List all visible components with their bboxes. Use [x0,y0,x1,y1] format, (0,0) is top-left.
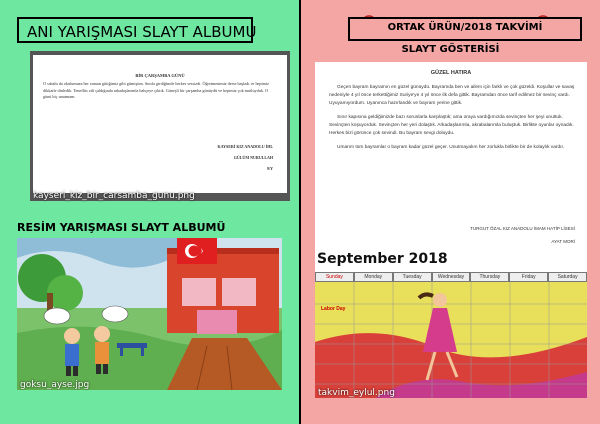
calendar-doc-title: GÜZEL HATIRA [430,70,472,76]
calendar-doc-body [329,84,577,152]
calendar-weekdays [315,272,587,282]
right-panel-title-box [348,17,582,41]
drawing-slideshow[interactable] [17,238,282,390]
weekday-label: Tuesday [393,272,432,282]
memoir-caption: kayseri_kiz_bir_carsamba_gunu.png [33,191,195,201]
calendar-slideshow[interactable] [315,62,587,398]
left-panel-subtitle: RESİM YARIŞMASI SLAYT ALBUMÜ [17,221,226,234]
memoir-body: O sabahı da okulumuza her zaman gittiğimiz gibi gitmiştim. Sınıfa girdiğimde herkes sessizdi. Öğretmenimiz derse başladı ve hepimiz dikkatle dinledik. Teneffüs zili çaldığında arkadaşlarımla bahçeye çıktık. Güneşli bir çarşamba günüydü ve hepimiz çok mutluyduk. O günü hiç unutmam. [43,81,269,99]
weekday-label: Thursday [470,272,509,282]
memoir-class: 9/Y [267,166,273,171]
drawing-caption: goksu_ayse.jpg [20,380,90,390]
children-drawing [17,238,282,390]
weekday-label: Monday [354,272,393,282]
right-panel [301,0,600,424]
weekday-label: Friday [509,272,548,282]
memoir-title: BİR ÇARŞAMBA GÜNÜ [135,73,185,78]
weekday-label: Wednesday [432,272,471,282]
weekday-label: Saturday [548,272,587,282]
calendar-caption: takvim_eylul.png [318,388,395,398]
doc-paragraph: Umarım tüm bayramlar o bayram kadar güzel geçer. Unutmayalım her zorlukla birlikte bir de kolaylık vardır. [337,145,565,150]
memoir-slideshow[interactable] [30,51,290,201]
calendar-page [315,252,587,398]
doc-paragraph: Geçen bayram bayramın en güzel günüydü. Bayramda ben ve ailem için farklı ve çok güzeldi. Koşullar ve savaş nedeniyle 4 yıl önce terkettiğimiz Suriye'ye 4 yıl önce ilk defa gittik. Bayramdan önce tarif edilmez bir sevinç vardı. Uyuyamıyordum. Uyanınca hazırlandık ve bayram yerine gittik. [329,85,575,106]
doc-paragraph: Sınır kapısına geldiğimizde bazı sorunlarla karşılaştık; ama oraya vardığımızda sevinçten her şeyi unuttuk. Sevinçten koşuyorduk. Sevinçten her yeri dolaştık. Arkadaşlarımla, akrabalarımla buluştuk. Birlikte oyunlar oynadık. Herkes bizi görünce çok sevindi. Bu bayram sevgi doluydu. [329,115,574,136]
doc-school: TURGUT ÖZAL KIZ ANADOLU İMAM HATİP LİSESİ [470,226,575,231]
weekday-label: Sunday [315,272,354,282]
memoir-document [33,55,287,193]
doc-author: AYAT MORİ [551,239,575,244]
left-panel-title: ANI YARIŞMASI SLAYT ALBUMU [17,17,253,43]
calendar-event: Labor Day [321,306,346,312]
right-panel-subtitle: SLAYT GÖSTERİSİ [401,44,500,55]
memoir-school: KAYSERİ KIZ ANADOLU İHL [217,144,273,149]
right-panel-title: ORTAK ÜRÜN/2018 TAKVİMİ [387,22,543,33]
calendar-month: September 2018 [317,251,448,267]
memoir-author: GÜLÜM NURULLAH [233,155,273,160]
